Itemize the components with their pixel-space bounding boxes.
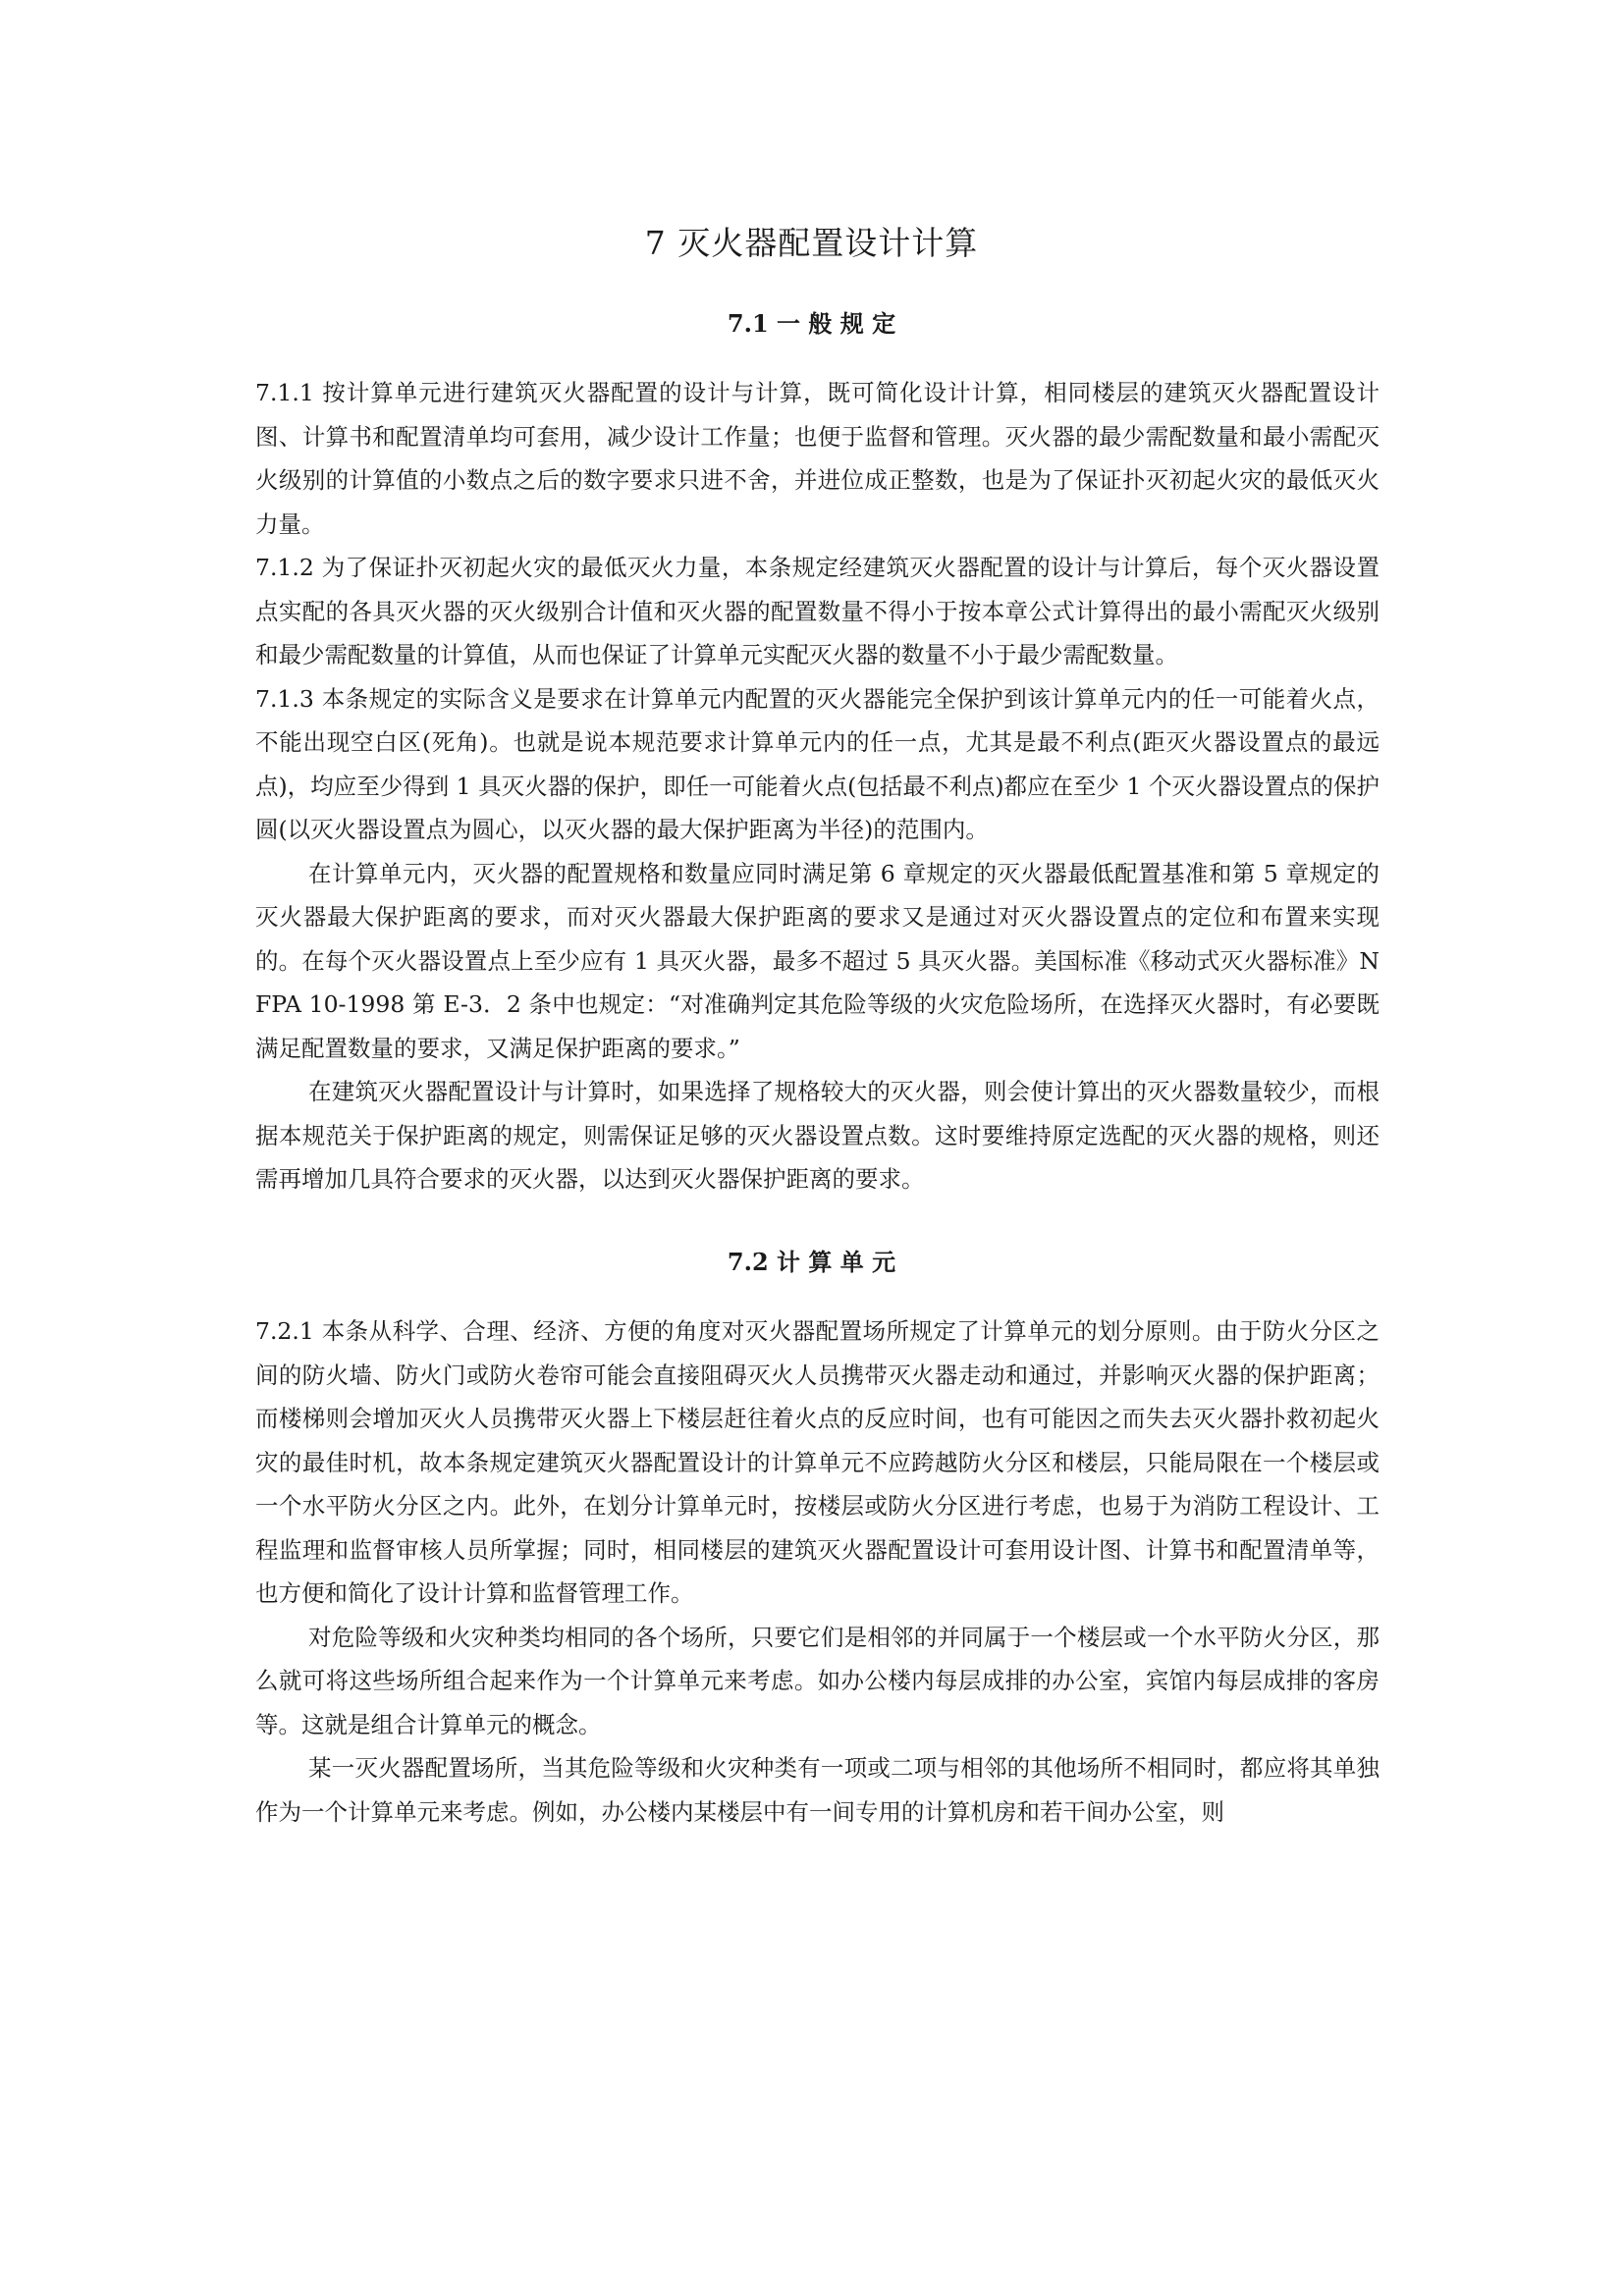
paragraph-7-1-3-cont-2: 在建筑灭火器配置设计与计算时，如果选择了规格较大的灭火器，则会使计算出的灭火器数量较少，而根据本规范关于保护距离的规定，则需保证足够的灭火器设置点数。这时要维持原定选配的灭火器的规格，则还需再增加几具符合要求的灭火器，以达到灭火器保护距离的要求。: [255, 1078, 1380, 1193]
section-title-7-2: 7.2 计 算 单 元: [727, 1247, 896, 1276]
section-7-2-body: [255, 1309, 1380, 1834]
paragraph-7-2-1: 7.2.1 本条从科学、合理、经济、方便的角度对灭火器配置场所规定了计算单元的划分原则。由于防火分区之间的防火墙、防火门或防火卷帘可能会直接阻碍灭火人员携带灭火器走动和通过，并影响灭火器的保护距离；而楼梯则会增加灭火人员携带灭火器上下楼层赶往着火点的反应时间，也有可能因之而失去灭火器扑救初起火灾的最佳时机，故本条规定建筑灭火器配置设计的计算单元不应跨越防火分区和楼层，只能局限在一个楼层或一个水平防火分区之内。此外，在划分计算单元时，按楼层或防火分区进行考虑，也易于为消防工程设计、工程监理和监督审核人员所掌握；同时，相同楼层的建筑灭火器配置设计可套用设计图、计算书和配置清单等，也方便和简化了设计计算和监督管理工作。: [255, 1317, 1380, 1607]
paragraph-7-2-1-cont-1: 对危险等级和火灾种类均相同的各个场所，只要它们是相邻的并同属于一个楼层或一个水平防火分区，那么就可将这些场所组合起来作为一个计算单元来考虑。如办公楼内每层成排的办公室，宾馆内每层成排的客房等。这就是组合计算单元的概念。: [255, 1623, 1380, 1738]
paragraph-7-2-1-cont-2: 某一灭火器配置场所，当其危险等级和火灾种类有一项或二项与相邻的其他场所不相同时，都应将其单独作为一个计算单元来考虑。例如，办公楼内某楼层中有一间专用的计算机房和若干间办公室，则: [255, 1754, 1380, 1826]
paragraph-7-1-3: 7.1.3 本条规定的实际含义是要求在计算单元内配置的灭火器能完全保护到该计算单元内的任一可能着火点，不能出现空白区(死角)。也就是说本规范要求计算单元内的任一点，尤其是最不利点(距灭火器设置点的最远点)，均应至少得到 1 具灭火器的保护，即任一可能着火点(包括最不利点)都应在至少 1 个灭火器设置点的保护圆(以灭火器设置点为圆心，以灭火器的最大保护距离为半径)的范围内。: [255, 684, 1380, 843]
section-7-1-body: [255, 371, 1380, 1201]
section-title-7-1: 7.1 一 般 规 定: [727, 308, 896, 338]
chapter-title: 7 灭火器配置设计计算: [644, 224, 979, 263]
paragraph-7-1-3-cont-1: 在计算单元内，灭火器的配置规格和数量应同时满足第 6 章规定的灭火器最低配置基准和第 5 章规定的灭火器最大保护距离的要求，而对灭火器最大保护距离的要求又是通过对灭火器设置点的定位和布置来实现的。在每个灭火器设置点上至少应有 1 具灭火器，最多不超过 5 具灭火器。美国标准《移动式灭火器标准》NFPA 10-1998 第 E-3．2 条中也规定：“对准确判定其危险等级的火灾危险场所，在选择灭火器时，有必要既满足配置数量的要求，又满足保护距离的要求。”: [255, 859, 1380, 1062]
paragraph-7-1-1: 7.1.1 按计算单元进行建筑灭火器配置的设计与计算，既可简化设计计算，相同楼层的建筑灭火器配置设计图、计算书和配置清单均可套用，减少设计工作量；也便于监督和管理。灭火器的最少需配数量和最小需配灭火级别的计算值的小数点之后的数字要求只进不舍，并进位成正整数，也是为了保证扑灭初起火灾的最低灭火力量。: [255, 379, 1380, 538]
paragraph-7-1-2: 7.1.2 为了保证扑灭初起火灾的最低灭火力量，本条规定经建筑灭火器配置的设计与计算后，每个灭火器设置点实配的各具灭火器的灭火级别合计值和灭火器的配置数量不得小于按本章公式计算得出的最小需配灭火级别和最少需配数量的计算值，从而也保证了计算单元实配灭火器的数量不小于最少需配数量。: [255, 554, 1380, 668]
